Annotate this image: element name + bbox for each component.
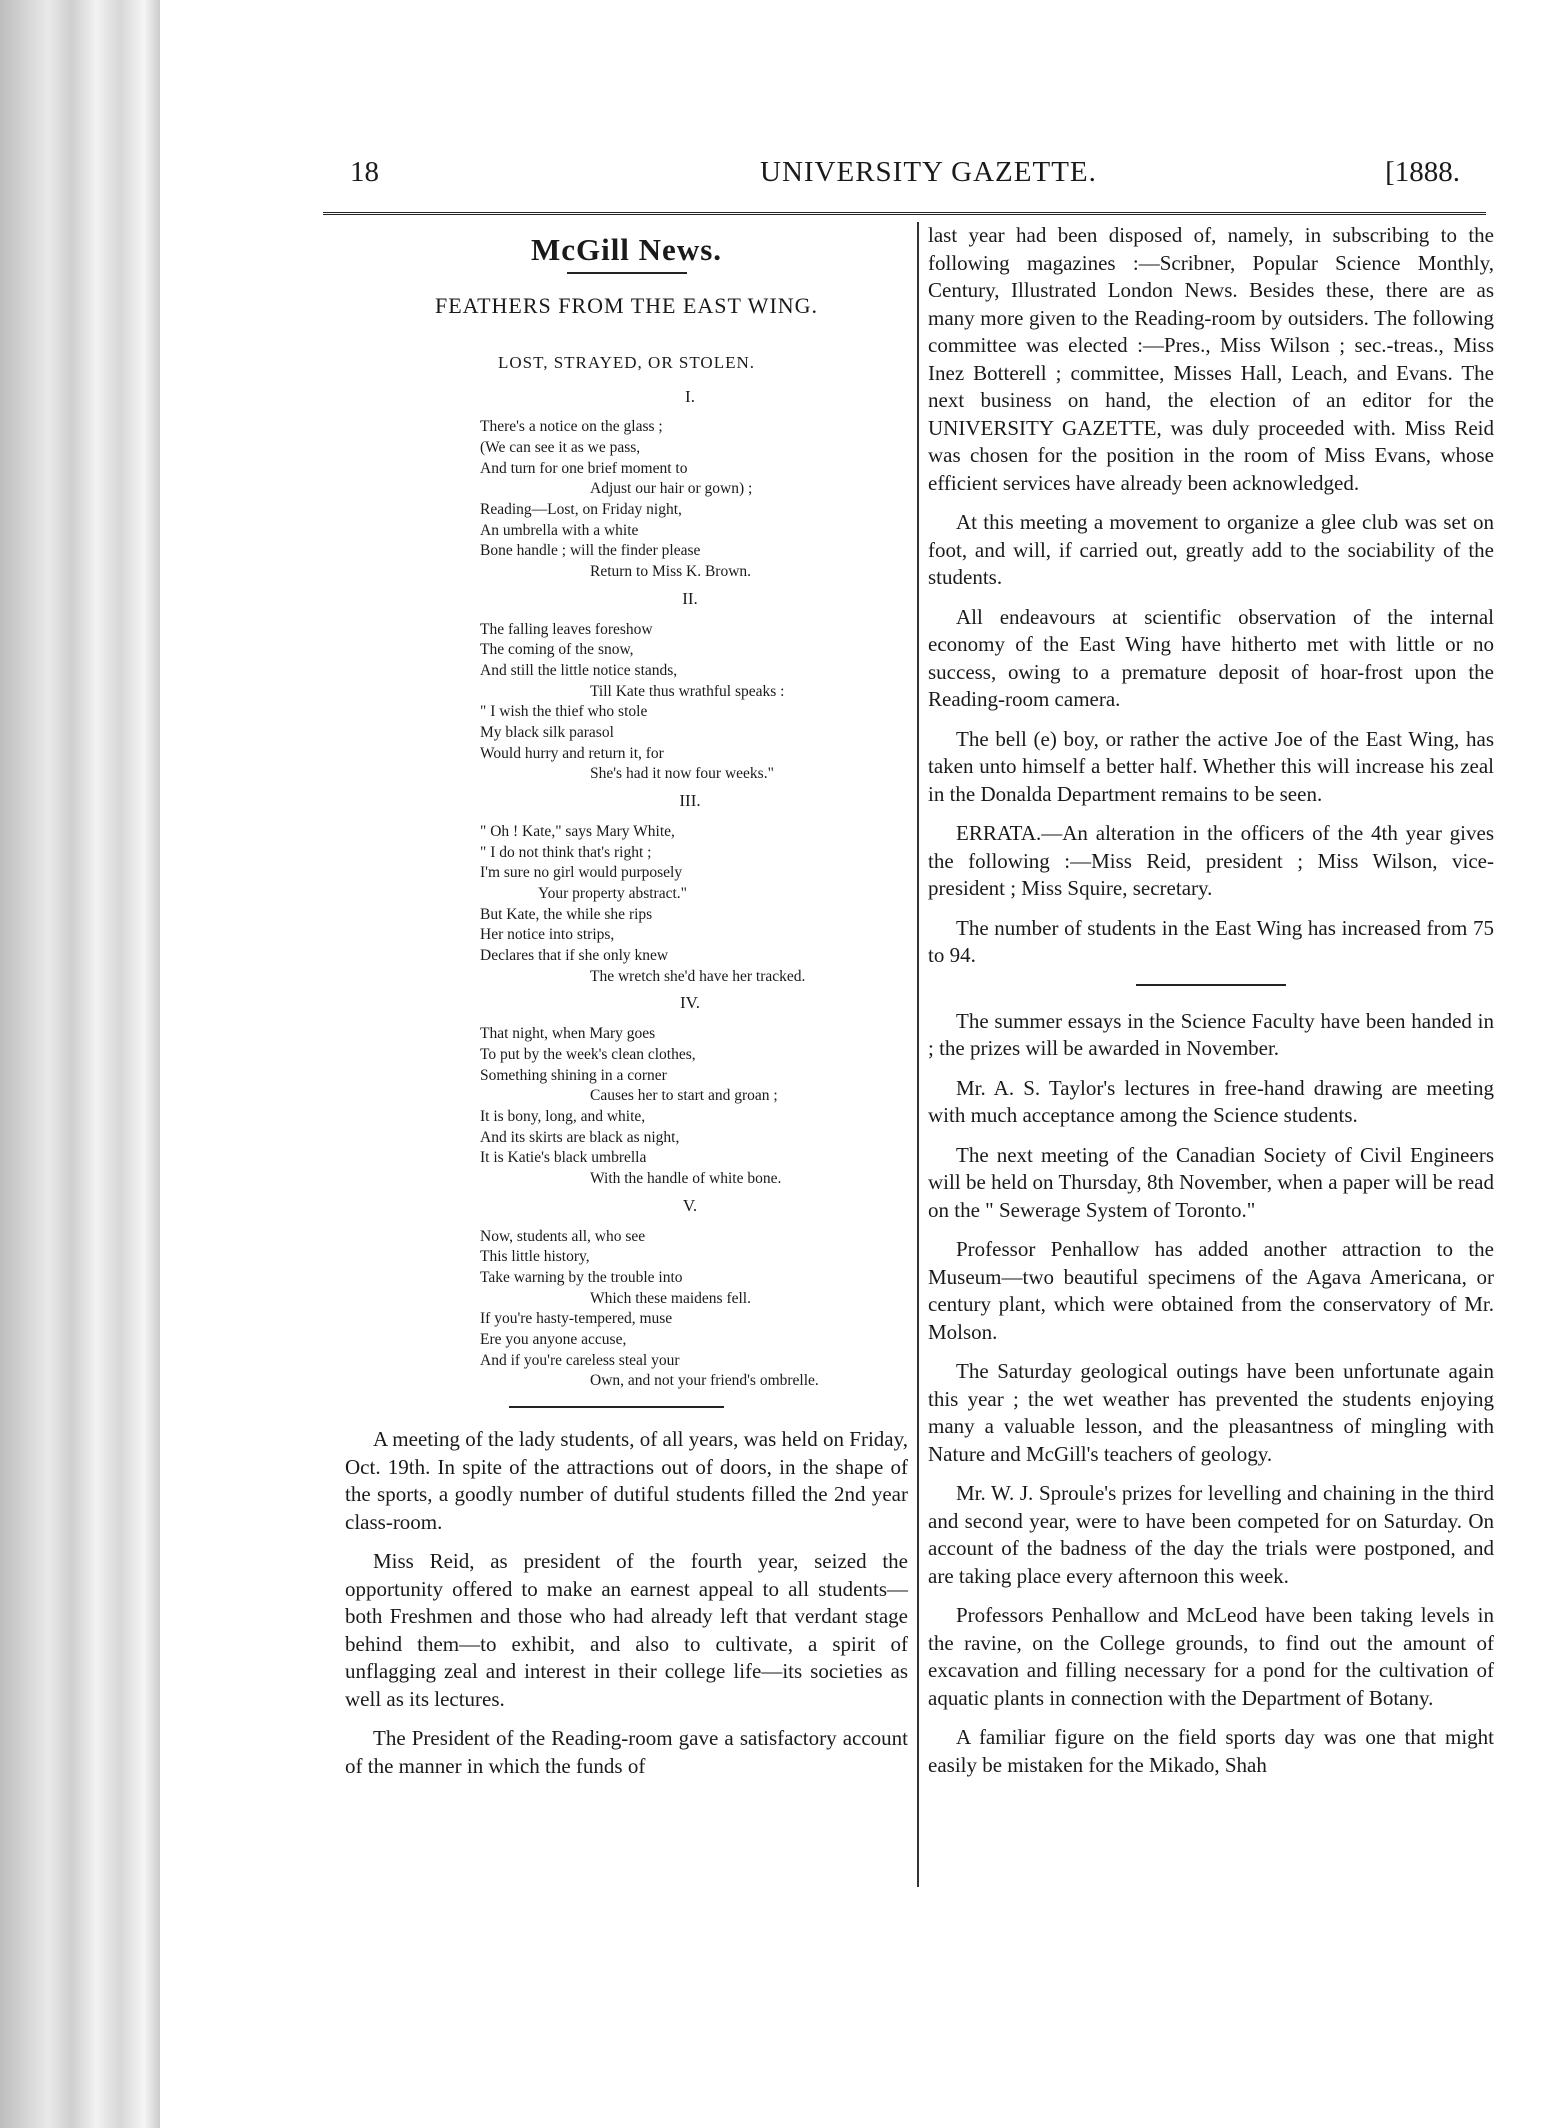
publication-title: UNIVERSITY GAZETTE.	[760, 156, 1097, 188]
poem-line: And its skirts are black as night,	[480, 1128, 680, 1146]
page-number: 18	[350, 156, 379, 188]
section-title: McGill News.	[530, 232, 723, 267]
left-paragraphs	[345, 1426, 908, 1780]
poem-line: She's had it now four weeks."	[590, 765, 774, 783]
poem-line: To put by the week's clean clothes,	[480, 1045, 696, 1063]
left-column	[345, 222, 908, 1792]
paragraph: A meeting of the lady students, of all years, was held on Friday, Oct. 19th. In spite of the attractions out of doors, in the shape of the sports, a goodly number of dutiful students filled the 2nd year class-room.	[345, 1427, 908, 1534]
errata-paragraph: ERRATA.—An alteration in the officers of the 4th year gives the following :—Miss Reid, president ; Miss Wilson, vice-president ; Miss Squire, secretary.	[928, 821, 1494, 900]
publication-year: [1888.	[1385, 156, 1460, 188]
poem-line: The falling leaves foreshow	[480, 620, 653, 638]
section-separator	[1136, 984, 1286, 986]
section-rule	[567, 272, 687, 274]
subsection-title: FEATHERS FROM THE EAST WING.	[434, 292, 819, 318]
stanza-number: IV.	[680, 993, 700, 1013]
paragraph: Miss Reid, as president of the fourth year, seized the opportunity offered to make an earnest appeal to all students—both Freshmen and those who had already left that verdant stage behind them—to exhibit, and also to cultivate, a spirit of unflagging zeal and interest in their college life—its societies as well as its lectures.	[345, 1549, 908, 1711]
page-header	[190, 148, 1460, 196]
paragraph: At this meeting a movement to organize a glee club was set on foot, and will, if carried out, greatly add to the sociability of the students.	[928, 510, 1494, 589]
paragraph: Professors Penhallow and McLeod have been taking levels in the ravine, on the College grounds, to find out the amount of excavation and filling necessary for a pond for the cultivation of aquatic plants in connection with the Department of Botany.	[928, 1603, 1494, 1710]
poem-line: That night, when Mary goes	[480, 1025, 656, 1043]
poem-line: My black silk parasol	[480, 724, 614, 742]
paragraph: Mr. W. J. Sproule's prizes for levelling and chaining in the third and second year, were to have been competed for on Saturday. On account of the badness of the day the trials were postponed, and are taking place every afternoon this week.	[928, 1481, 1494, 1588]
column-divider	[917, 222, 919, 1887]
poem-line: It is Katie's black umbrella	[480, 1149, 647, 1167]
poem-line: Bone handle ; will the finder please	[480, 542, 701, 560]
poem-line: Ere you anyone accuse,	[480, 1331, 627, 1349]
paragraph: The number of students in the East Wing has increased from 75 to 94.	[928, 915, 1494, 967]
poem-line: Which these maidens fell.	[590, 1289, 751, 1307]
right-column	[928, 222, 1494, 1791]
poem-line: It is bony, long, and white,	[480, 1108, 646, 1125]
poem-line: Would hurry and return it, for	[480, 744, 664, 762]
poem-title: LOST, STRAYED, OR STOLEN.	[497, 353, 756, 372]
poem-line: And still the little notice stands,	[480, 661, 678, 679]
poem-line: But Kate, the while she rips	[480, 905, 653, 923]
poem-line: This little history,	[480, 1248, 590, 1266]
poem-line: " I do not think that's right ;	[480, 843, 652, 861]
poem-line: Your property abstract."	[538, 884, 687, 902]
poem-line: Something shining in a corner	[480, 1066, 667, 1084]
poem-line: Return to Miss K. Brown.	[590, 563, 752, 581]
poem-line: And if you're careless steal your	[480, 1351, 680, 1369]
poem-line: Declares that if she only knew	[480, 947, 669, 965]
paragraph: All endeavours at scientific observation of the internal economy of the East Wing have hitherto met with little or no success, owing to a premature deposit of hoar-frost upon the Reading-room camera.	[928, 604, 1494, 711]
poem-line: Till Kate thus wrathful speaks :	[590, 682, 785, 700]
page-edge-strip	[0, 0, 160, 2128]
stanza-number: V.	[682, 1195, 698, 1215]
poem-line: Adjust our hair or gown) ;	[590, 480, 753, 498]
paragraph: Professor Penhallow has added another attraction to the Museum—two beautiful specimens of the Agava Americana, or century plant, which were obtained from the conservatory of Mr. Molson.	[928, 1237, 1494, 1344]
poem-line: If you're hasty-tempered, muse	[480, 1310, 673, 1328]
paragraph: The Saturday geological outings have been unfortunate again this year ; the wet weather has prevented the students enjoying many a valuable lesson, and the pleasantness of mingling with Nature and McGill's teachers of geology.	[928, 1359, 1494, 1466]
stanza-number: I.	[685, 386, 695, 406]
poem-line: There's a notice on the glass ;	[480, 418, 663, 436]
poem-line: With the handle of white bone.	[590, 1170, 782, 1188]
paragraph: The summer essays in the Science Faculty have been handed in ; the prizes will be awarded in November.	[928, 1008, 1494, 1060]
poem-line: Take warning by the trouble into	[480, 1268, 683, 1286]
poem-line: " Oh ! Kate," says Mary White,	[480, 822, 675, 840]
paragraph: Mr. A. S. Taylor's lectures in free-hand drawing are meeting with much acceptance among the Science students.	[928, 1075, 1494, 1127]
stanza-number: II.	[682, 588, 698, 608]
poem-line: Own, and not your friend's ombrelle.	[590, 1372, 819, 1390]
paragraph: last year had been disposed of, namely, in subscribing to the following magazines :—Scribner, Popular Science Monthly, Century, Illustrated London News. Besides these, there are as many more given to the Reading-room by outsiders. The following committee was elected :—Pres., Miss Wilson ; sec.-treas., Miss Inez Botterell ; committee, Misses Hall, Leach, and Evans. The next business on hand, the election of an editor for the UNIVERSITY GAZETTE, was duly proceeded with. Miss Reid was chosen for the position in the room of Miss Evans, whose efficient services have already been acknowledged.	[928, 223, 1494, 495]
poem-line: Her notice into strips,	[480, 926, 615, 944]
header-rule	[323, 212, 1486, 215]
paragraph: The President of the Reading-room gave a satisfactory account of the manner in which the funds of	[345, 1726, 908, 1778]
poem-line: (We can see it as we pass,	[480, 438, 641, 456]
poem-line: Now, students all, who see	[480, 1227, 646, 1245]
poem-line: " I wish the thief who stole	[480, 703, 648, 721]
paragraph: A familiar figure on the field sports day was one that might easily be mistaken for the Mikado, Shah	[928, 1725, 1494, 1777]
paragraph: The bell (e) boy, or rather the active Joe of the East Wing, has taken unto himself a better half. Whether this will increase his zeal in the Donalda Department remains to be seen.	[928, 726, 1494, 806]
poem-line: And turn for one brief moment to	[480, 459, 688, 477]
poem	[480, 387, 900, 1393]
stanza-number: III.	[679, 791, 701, 811]
poem-line: The wretch she'd have her tracked.	[590, 967, 806, 985]
poem-line: Reading—Lost, on Friday night,	[480, 501, 682, 519]
poem-end-rule	[509, 1406, 724, 1408]
poem-line: I'm sure no girl would purposely	[480, 864, 683, 882]
poem-line: An umbrella with a white	[480, 521, 639, 539]
paragraph: The next meeting of the Canadian Society of Civil Engineers will be held on Thursday, 8th November, when a paper will be read on the " Sewerage System of Toronto."	[928, 1142, 1494, 1222]
poem-line: The coming of the snow,	[480, 641, 634, 659]
poem-line: Causes her to start and groan ;	[590, 1087, 778, 1105]
